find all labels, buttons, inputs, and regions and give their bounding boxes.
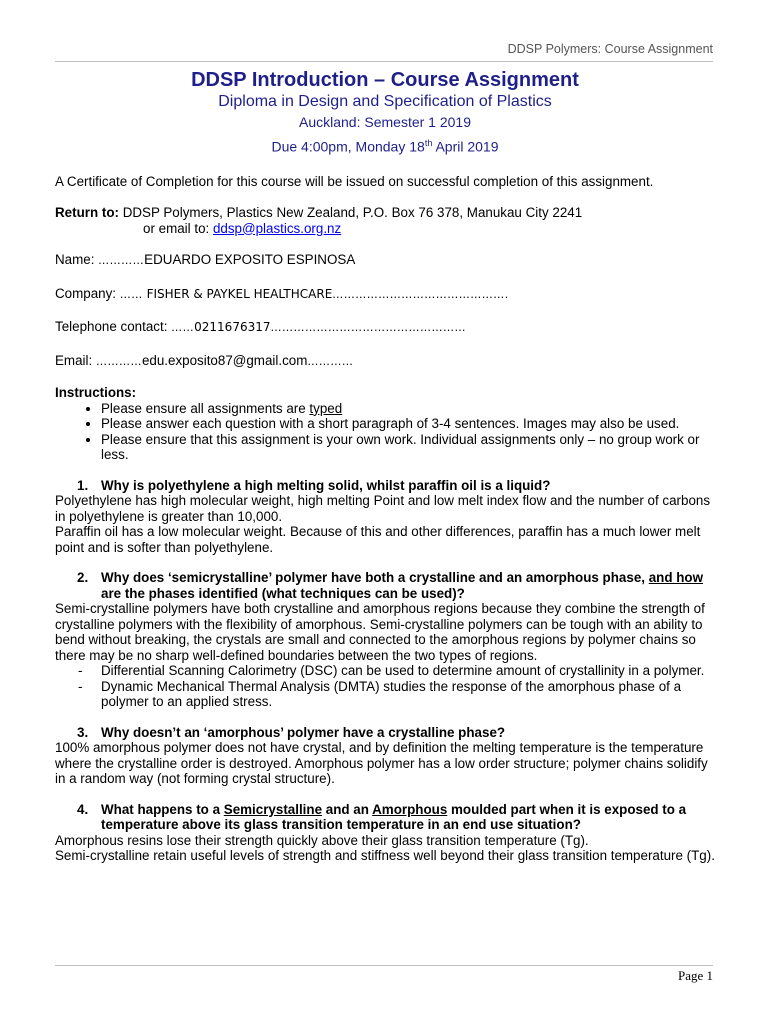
return-line: [55, 205, 715, 221]
phone-label: Telephone contact:: [55, 319, 172, 335]
question-1-number: 1.: [77, 477, 89, 493]
phone-value: 0211676317: [194, 320, 271, 335]
question-4-text-a: What happens to a: [101, 801, 224, 817]
dash-marker: -: [78, 678, 83, 694]
question-1-text: Why is polyethylene a high melting solid, whilst paraffin oil is a liquid?: [101, 477, 551, 493]
answer-4-paragraph-2: Semi-crystalline retain useful levels of strength and stiffness well beyond their glass transition temperature (Tg).: [55, 848, 715, 864]
company-dots-b: ……………………………………….: [332, 287, 509, 301]
answer-2-technique-dsc: [55, 663, 715, 679]
technique-dsc-text: Differential Scanning Calorimetry (DSC) can be used to determine amount of crystallinity in a polymer.: [101, 663, 705, 679]
phone-dots-a: ……: [171, 321, 195, 335]
due-suffix: April 2019: [432, 138, 499, 155]
header-divider: [55, 61, 713, 62]
dash-marker: -: [78, 663, 83, 679]
name-label: Name:: [55, 252, 99, 268]
name-dots: …………: [98, 254, 145, 268]
question-4-underlined-semicrystalline: Semicrystalline: [223, 801, 323, 817]
instruction-1-underlined: typed: [309, 400, 343, 416]
company-value: FISHER & PAYKEL HEALTHCARE: [142, 286, 333, 301]
email-dots-a: …………: [95, 354, 142, 368]
name-value: EDUARDO EXPOSITO ESPINOSA: [144, 252, 356, 268]
instructions-list: [55, 401, 715, 463]
answer-1-paragraph-1: Polyethylene has high molecular weight, high melting Point and low melt index flow and the number of carbons in polyethylene is greater than 10,000.: [55, 493, 711, 524]
answer-2-paragraph: Semi-crystalline polymers have both crystalline and amorphous regions because they combine the strength of crystalline polymers with the flexibility of amorphous. Semi-crystalline polymers can be tough with an ability to bend without breaking, the crystals are small and connected to the amorphous regions by polymer chains so there may be no sharp well-defined boundaries between the two types of regions.: [55, 601, 705, 663]
email-value: edu.exposito87@gmail.com: [141, 352, 308, 368]
page-number: Page 1: [677, 968, 713, 983]
question-3: [55, 725, 715, 741]
phone-field: [55, 319, 715, 336]
due-prefix: Due 4:00pm, Monday 18: [271, 138, 425, 155]
document-subtitle: Diploma in Design and Specification of Plastics: [218, 93, 552, 110]
footer-divider: [55, 965, 713, 966]
email-line: [55, 221, 715, 237]
email-prefix: or email to:: [143, 220, 213, 236]
question-2-number: 2.: [77, 570, 89, 586]
company-label: Company:: [55, 285, 120, 301]
answer-2-technique-dmta: [55, 679, 715, 710]
email-field: [55, 353, 715, 370]
question-4-text-b: and an: [322, 801, 373, 817]
question-4-text-c: moulded part when it is exposed to a temperature above its glass transition temperature in an end use situation?: [101, 801, 687, 833]
question-1: [55, 478, 715, 494]
question-2: [55, 570, 715, 601]
instruction-item: • Please ensure that this assignment is your own work. Individual assignments only – no group work or less.: [101, 432, 715, 463]
question-3-text: Why doesn’t an ‘amorphous’ polymer have a crystalline phase?: [101, 724, 506, 740]
question-2-underlined: and how: [648, 570, 704, 586]
question-4: [55, 802, 715, 833]
running-header: DDSP Polymers: Course Assignment: [507, 42, 713, 56]
instruction-1-text: Please ensure all assignments are: [101, 400, 310, 416]
document-body: [55, 64, 715, 864]
phone-dots-b: ……………………………………………: [270, 321, 466, 335]
certificate-text: A Certificate of Completion for this course will be issued on successful completion of this assignment.: [55, 173, 654, 189]
document-title: DDSP Introduction – Course Assignment: [191, 69, 579, 91]
return-label: Return to:: [55, 205, 119, 221]
answer-1-paragraph-2: Paraffin oil has a low molecular weight. Because of this and other differences, paraffin has a much lower melt point and is softer than polyethylene.: [55, 524, 701, 555]
instruction-item: [101, 401, 715, 417]
question-4-underlined-amorphous: Amorphous: [372, 801, 448, 817]
question-2-text-a: Why does ‘semicrystalline’ polymer have both a crystalline and an amorphous phase,: [101, 570, 649, 586]
instructions-title: Instructions:: [55, 385, 137, 401]
due-sup: th: [424, 138, 433, 148]
email-dots-b: …………: [307, 354, 354, 368]
instruction-item: • Please answer each question with a short paragraph of 3-4 sentences. Images may also be used.: [101, 416, 715, 432]
location-line: Auckland: Semester 1 2019: [299, 114, 471, 130]
technique-dmta-text: Dynamic Mechanical Thermal Analysis (DMTA) studies the response of the amorphous phase of a polymer to an applied stress.: [101, 678, 682, 710]
return-address: DDSP Polymers, Plastics New Zealand, P.O. Box 76 378, Manukau City 2241: [118, 205, 583, 221]
company-field: [55, 286, 715, 303]
name-field: [55, 252, 715, 269]
question-2-text-b: are the phases identified (what techniques can be used)?: [101, 585, 465, 601]
due-line: [55, 133, 715, 158]
email-label: Email:: [55, 352, 96, 368]
question-4-number: 4.: [77, 801, 89, 817]
answer-3-paragraph: 100% amorphous polymer does not have crystal, and by definition the melting temperature is the temperature where the crystalline order is destroyed. Amorphous polymer has a low order structure; polymer chains solidify in a random way (not forming crystal structure).: [55, 740, 708, 787]
email-link[interactable]: ddsp@plastics.org.nz: [212, 220, 342, 236]
question-3-number: 3.: [77, 724, 89, 740]
company-dots-a: ……: [119, 287, 143, 301]
answer-4-paragraph-1: Amorphous resins lose their strength quickly above their glass transition temperature (Tg).: [55, 832, 589, 848]
instructions-heading: [55, 385, 715, 401]
